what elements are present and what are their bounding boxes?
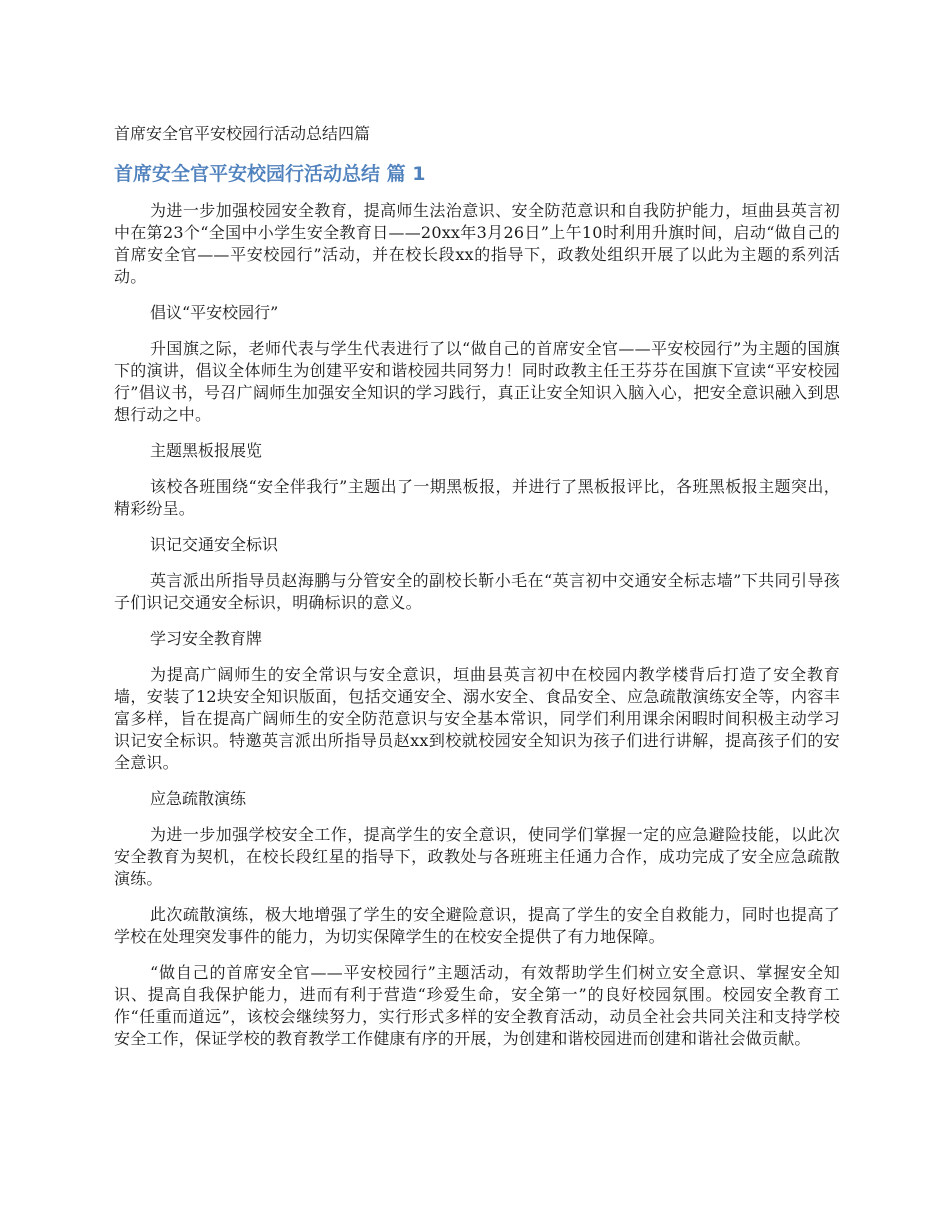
subsection-heading: 学习安全教育牌 — [150, 629, 263, 648]
paragraph: 升国旗之际，老师代表与学生代表进行了以“做自己的首席安全官——平安校园行”为主题的国旗下的演讲，倡议全体师生为创建平安和谐校园共同努力！同时政教主任王芬芬在国旗下宣读“平安校园行”倡议书，号召广阔师生加强安全知识的学习践行，真正让安全知识入脑入心，把安全意识融入到思想行动之中。 — [114, 339, 840, 424]
document-page — [114, 122, 840, 1064]
paragraph: 为提高广阔师生的安全常识与安全意识，垣曲县英言初中在校园内教学楼背后打造了安全教育墙，安装了12块安全知识版面，包括交通安全、溺水安全、食品安全、应急疏散演练安全等，内容丰富多样，旨在提高广阔师生的安全防范意识与安全基本常识，同学们利用课余闲暇时间积极主动学习识记安全标识。特邀英言派出所指导员赵xx到校就校园安全知识为孩子们进行讲解，提高孩子们的安全意识。 — [114, 665, 840, 772]
paragraph: 为进一步加强学校安全工作，提高学生的安全意识，使同学们掌握一定的应急避险技能，以此次安全教育为契机，在校长段红星的指导下，政教处与各班班主任通力合作，成功完成了安全应急疏散演练。 — [114, 825, 840, 888]
paragraph: 为进一步加强校园安全教育，提高师生法治意识、安全防范意识和自我防护能力，垣曲县英言初中在第23个“全国中小学生安全教育日——20xx年3月26日”上午10时利用升旗时间，启动“做自己的首席安全官——平安校园行”活动，并在校长段xx的指导下，政教处组织开展了以此为主题的系列活动。 — [114, 201, 840, 286]
paragraph: 英言派出所指导员赵海鹏与分管安全的副校长靳小毛在“英言初中交通安全标志墙”下共同引导孩子们识记交通安全标识，明确标识的意义。 — [114, 571, 840, 612]
subsection-heading: 识记交通安全标识 — [150, 535, 279, 554]
document-body — [114, 200, 840, 1050]
paragraph: “做自己的首席安全官——平安校园行”主题活动，有效帮助学生们树立安全意识、掌握安全知识、提高自我保护能力，进而有利于营造“珍爱生命，安全第一”的良好校园氛围。校园安全教育工作“任重而道远”，该校会继续努力，实行形式多样的安全教育活动，动员全社会共同关注和支持学校安全工作，保证学校的教育教学工作健康有序的开展，为创建和谐校园进而创建和谐社会做贡献。 — [114, 963, 840, 1048]
subsection-heading: 主题黑板报展览 — [150, 441, 263, 460]
document-title: 首席安全官平安校园行活动总结四篇 — [114, 124, 371, 143]
paragraph: 此次疏散演练，极大地增强了学生的安全避险意识，提高了学生的安全自救能力，同时也提高了学校在处理突发事件的能力，为切实保障学生的在校安全提供了有力地保障。 — [114, 905, 840, 946]
paragraph: 该校各班围绕“安全伴我行”主题出了一期黑板报，并进行了黑板报评比，各班黑板报主题突出，精彩纷呈。 — [114, 477, 840, 518]
subsection-heading: 应急疏散演练 — [150, 789, 247, 808]
subsection-heading: 倡议“平安校园行” — [150, 303, 279, 322]
section-heading: 首席安全官平安校园行活动总结 篇 1 — [114, 163, 426, 185]
